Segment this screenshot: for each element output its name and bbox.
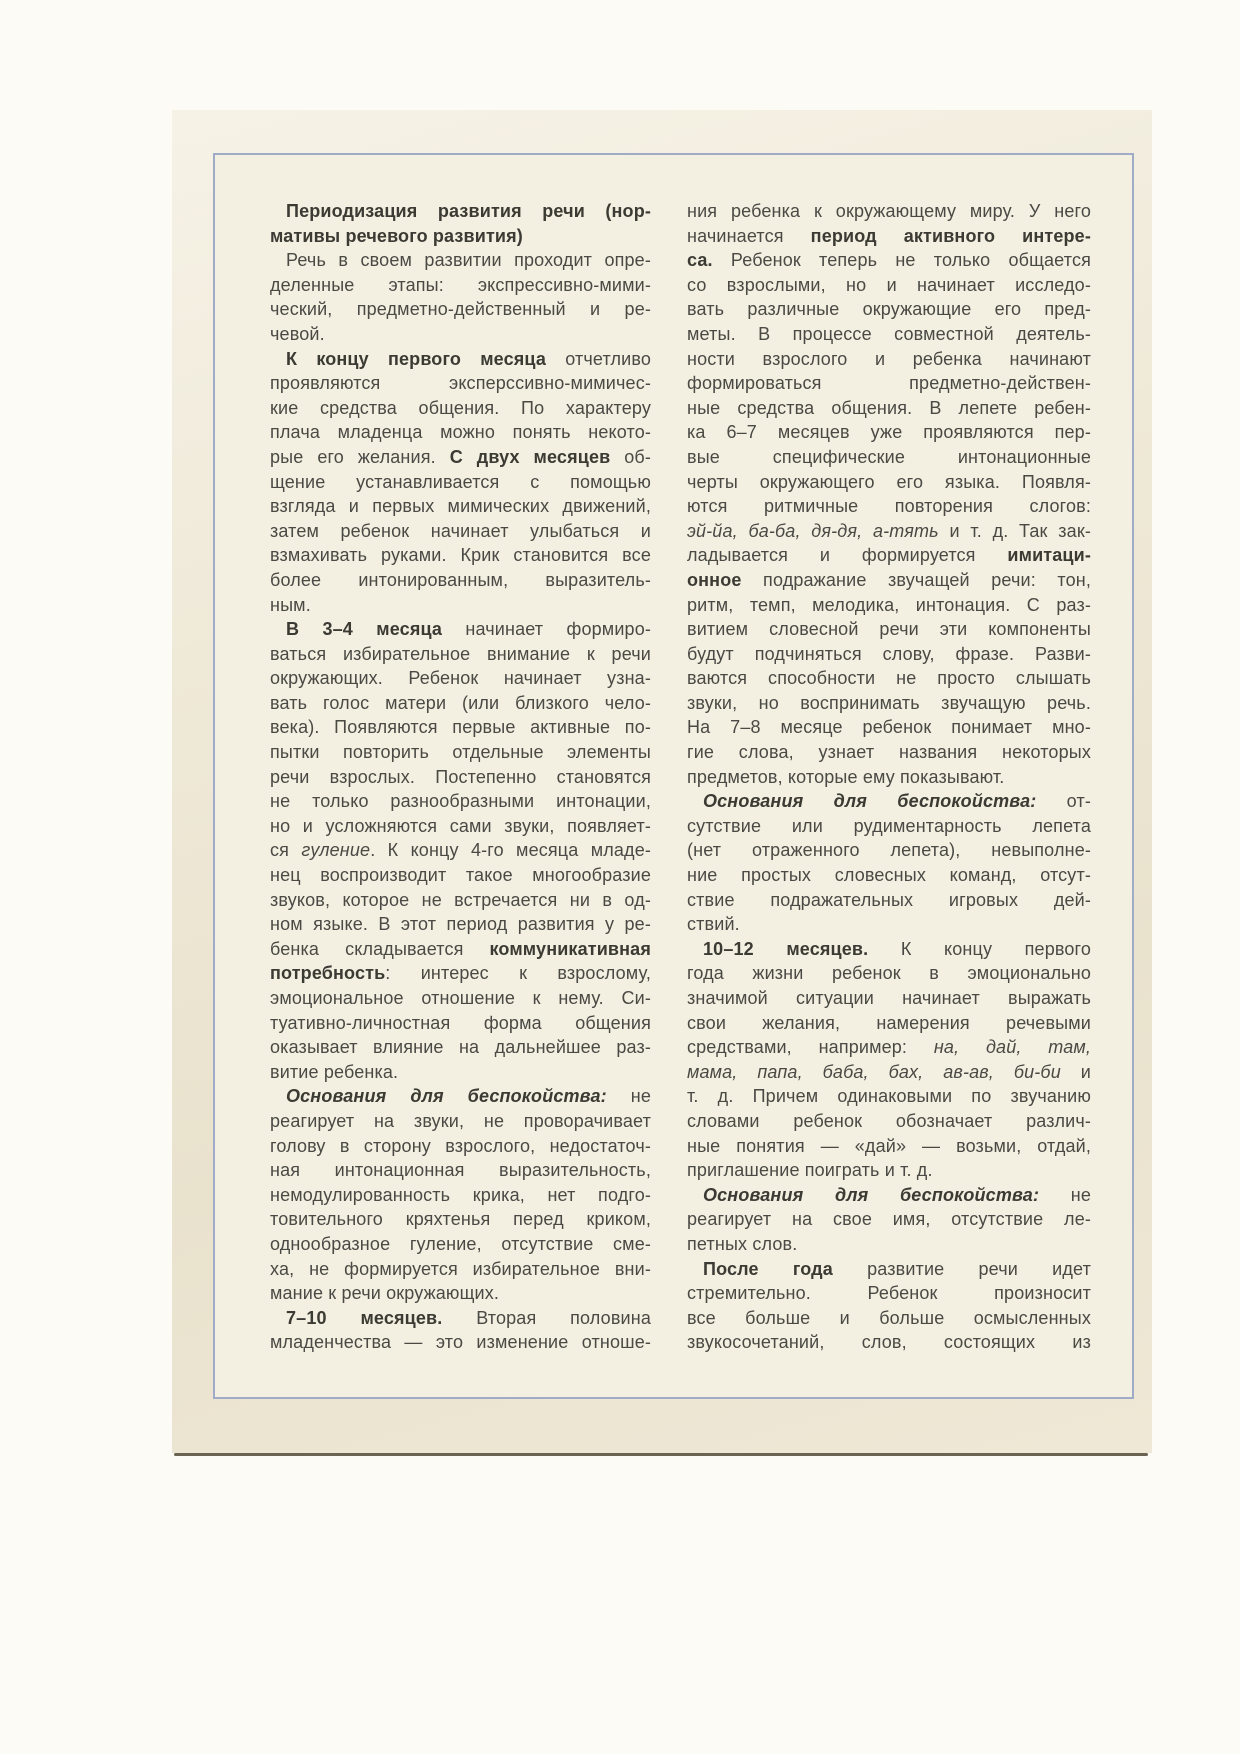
text-run: звуки, но воспринимать звучащую речь. bbox=[687, 692, 1091, 713]
text-run: затем ребенок начинает улыбаться и bbox=[270, 520, 651, 541]
text-line bbox=[270, 1306, 651, 1331]
text-run: средствами, например: bbox=[687, 1037, 934, 1058]
text-line bbox=[270, 1232, 651, 1257]
text-line bbox=[687, 1035, 1091, 1060]
text-run: ческий, предметно-действенный и ре- bbox=[270, 299, 651, 320]
text-run: проявляются эксперссивно-мимичес- bbox=[270, 373, 651, 394]
text-run: но и усложняются сами звуки, появляет- bbox=[270, 815, 651, 836]
text-line bbox=[270, 1281, 651, 1306]
emphasized-text-run: са. bbox=[687, 250, 713, 271]
text-line bbox=[687, 617, 1091, 642]
text-run: со взрослыми, но и начинает исследо- bbox=[687, 274, 1091, 295]
text-run: ваться избирательное внимание к речи bbox=[270, 643, 651, 664]
text-run: формироваться предметно-действен- bbox=[687, 373, 1091, 394]
text-line bbox=[270, 740, 651, 765]
emphasized-text-run: Периодизация развития речи (нор- bbox=[286, 201, 651, 221]
text-run: века). Появляются первые активные по- bbox=[270, 717, 651, 738]
text-line bbox=[687, 765, 1091, 790]
text-line bbox=[687, 445, 1091, 470]
text-line bbox=[270, 1109, 651, 1134]
emphasized-text-run: Основания для беспокойства: bbox=[703, 791, 1037, 812]
text-line bbox=[687, 297, 1091, 322]
text-run: Речь в своем развитии проходит опре- bbox=[286, 250, 651, 271]
text-line bbox=[687, 1011, 1091, 1036]
text-line bbox=[687, 961, 1091, 986]
text-line bbox=[270, 371, 651, 396]
text-run: словами ребенок обозначает различ- bbox=[687, 1110, 1091, 1131]
text-run: реагирует на звуки, не проворачивает bbox=[270, 1110, 651, 1131]
text-line bbox=[270, 1158, 651, 1183]
text-run: Вторая половина bbox=[442, 1307, 651, 1328]
emphasized-text-run: С двух месяцев bbox=[449, 446, 611, 467]
text-run: ном языке. В этот период развития у ре- bbox=[270, 914, 651, 935]
text-line bbox=[687, 1232, 1091, 1257]
text-run: щение устанавливается с помощью bbox=[270, 471, 651, 492]
emphasized-text-run: на, дай, там, bbox=[933, 1037, 1091, 1058]
text-run: деленные этапы: экспрессивно-мими- bbox=[270, 274, 651, 295]
emphasized-text-run: потребность bbox=[270, 963, 386, 984]
article-border-box bbox=[213, 153, 1134, 1399]
text-line bbox=[270, 912, 651, 937]
text-line bbox=[687, 937, 1091, 962]
text-line bbox=[687, 814, 1091, 839]
text-run: не bbox=[1039, 1184, 1091, 1205]
text-line bbox=[270, 1183, 651, 1208]
text-run: приглашение поиграть и т. д. bbox=[687, 1160, 933, 1181]
text-line bbox=[270, 347, 651, 372]
emphasized-text-run: Основания для беспокойства: bbox=[286, 1086, 607, 1107]
text-run: окружающих. Ребенок начинает узна- bbox=[270, 668, 651, 689]
text-line bbox=[687, 568, 1091, 593]
text-line bbox=[687, 248, 1091, 273]
text-run: ния ребенка к окружающему миру. У него bbox=[687, 201, 1091, 221]
text-run: бенка складывается bbox=[270, 938, 490, 959]
text-line bbox=[687, 1183, 1091, 1208]
text-run: начинает формиро- bbox=[442, 619, 651, 640]
text-line bbox=[687, 420, 1091, 445]
text-run: ние простых словесных команд, отсут- bbox=[687, 865, 1091, 886]
text-run: нец воспроизводит такое многообразие bbox=[270, 865, 651, 886]
text-run: не только разнообразными интонации, bbox=[270, 791, 651, 812]
text-line bbox=[687, 863, 1091, 888]
text-run: года жизни ребенок в эмоционально bbox=[687, 963, 1091, 984]
text-run: свои желания, намерения речевыми bbox=[687, 1012, 1091, 1033]
text-run: подражание звучащей речи: тон, bbox=[741, 569, 1091, 590]
text-line bbox=[270, 814, 651, 839]
text-line bbox=[270, 937, 651, 962]
text-line bbox=[687, 1330, 1091, 1355]
text-run: пытки повторить отдельные элементы bbox=[270, 742, 651, 763]
text-line bbox=[687, 888, 1091, 913]
text-run: значимой ситуации начинает выражать bbox=[687, 988, 1091, 1008]
text-line bbox=[270, 1207, 651, 1232]
text-line bbox=[270, 888, 651, 913]
text-run: взгляда и первых мимических движений, bbox=[270, 496, 651, 517]
text-run: мание к речи окружающих. bbox=[270, 1283, 500, 1304]
text-run: чевой. bbox=[270, 323, 325, 344]
text-line bbox=[687, 396, 1091, 421]
text-run: реагирует на свое имя, отсутствие ле- bbox=[687, 1209, 1091, 1230]
text-line bbox=[687, 593, 1091, 618]
article-content bbox=[270, 199, 1091, 1355]
text-line bbox=[687, 1109, 1091, 1134]
text-line bbox=[270, 494, 651, 519]
text-run: звукосочетаний, слов, состоящих из bbox=[687, 1332, 1091, 1353]
text-line bbox=[270, 445, 651, 470]
text-run: вать различные окружающие его пред- bbox=[687, 299, 1091, 320]
text-run: ха, не формируется избирательное вни- bbox=[270, 1258, 651, 1279]
text-line bbox=[687, 1281, 1091, 1306]
left-column bbox=[270, 199, 651, 1355]
text-line bbox=[687, 838, 1091, 863]
text-line bbox=[270, 568, 651, 593]
text-run: плача младенца можно понять некото- bbox=[270, 422, 651, 443]
text-line bbox=[270, 1011, 651, 1036]
emphasized-text-run: После года bbox=[703, 1258, 833, 1279]
text-line bbox=[687, 1306, 1091, 1331]
text-line bbox=[687, 347, 1091, 372]
text-line bbox=[270, 617, 651, 642]
emphasized-text-run: мативы речевого развития) bbox=[270, 225, 523, 246]
text-run: ности взрослого и ребенка начинают bbox=[687, 348, 1091, 369]
emphasized-text-run: Основания для беспокойства: bbox=[703, 1184, 1040, 1205]
text-run: от- bbox=[1036, 791, 1091, 812]
text-line bbox=[687, 642, 1091, 667]
text-run: витие ребенка. bbox=[270, 1061, 399, 1082]
text-line bbox=[270, 543, 651, 568]
text-run: эмоциональное отношение к нему. Си- bbox=[270, 988, 651, 1008]
text-line bbox=[687, 1060, 1091, 1085]
text-line bbox=[687, 912, 1091, 937]
text-line bbox=[270, 1330, 651, 1355]
text-run: ся bbox=[270, 840, 302, 861]
text-run: вые специфические интонационные bbox=[687, 446, 1091, 467]
text-run: оказывает влияние на дальнейшее раз- bbox=[270, 1037, 651, 1058]
text-run: однообразное гуление, отсутствие сме- bbox=[270, 1233, 651, 1254]
text-run: Ребенок теперь не только общается bbox=[712, 250, 1091, 271]
text-line bbox=[270, 715, 651, 740]
text-line bbox=[687, 322, 1091, 347]
emphasized-text-run: период активного интере- bbox=[810, 225, 1091, 246]
text-line bbox=[270, 666, 651, 691]
text-line bbox=[687, 1134, 1091, 1159]
text-run: т. д. Причем одинаковыми по звучанию bbox=[687, 1086, 1091, 1107]
text-line bbox=[270, 1035, 651, 1060]
text-line bbox=[270, 642, 651, 667]
text-run: ные средства общения. В лепете ребен- bbox=[687, 397, 1091, 418]
text-line bbox=[270, 593, 651, 618]
scanned-page bbox=[172, 110, 1152, 1453]
text-line bbox=[687, 494, 1091, 519]
text-line bbox=[687, 740, 1091, 765]
text-run: и т. д. Так зак- bbox=[938, 520, 1091, 541]
emphasized-text-run: К концу первого месяца bbox=[286, 348, 547, 369]
text-run: ным. bbox=[270, 594, 311, 615]
emphasized-text-run: онное bbox=[687, 569, 742, 590]
text-run: отчетливо bbox=[546, 348, 651, 369]
text-run: туативно-личностная форма общения bbox=[270, 1012, 651, 1033]
text-line bbox=[687, 789, 1091, 814]
text-line bbox=[270, 273, 651, 298]
text-line bbox=[687, 519, 1091, 544]
text-run: стремительно. Ребенок произносит bbox=[687, 1283, 1091, 1304]
text-run: черты окружающего его языка. Появля- bbox=[687, 471, 1091, 492]
text-line bbox=[687, 691, 1091, 716]
emphasized-text-run: мама, папа, баба, бах, ав-ав, би-би bbox=[687, 1061, 1061, 1082]
text-run: развитие речи идет bbox=[832, 1258, 1091, 1279]
article-title-line bbox=[270, 199, 651, 224]
text-line bbox=[687, 224, 1091, 249]
emphasized-text-run: гуление bbox=[301, 840, 371, 861]
article-title-line bbox=[270, 224, 651, 249]
text-line bbox=[270, 961, 651, 986]
text-line bbox=[270, 396, 651, 421]
text-line bbox=[687, 273, 1091, 298]
text-run: ные понятия — «дай» — возьми, отдай, bbox=[687, 1135, 1091, 1156]
text-run: предметов, которые ему показывают. bbox=[687, 766, 1005, 787]
text-line bbox=[687, 715, 1091, 740]
text-line bbox=[270, 765, 651, 790]
text-run: все больше и больше осмысленных bbox=[687, 1307, 1091, 1328]
text-run: сутствие или рудиментарность лепета bbox=[687, 815, 1091, 836]
text-run: будут подчиняться слову, фразе. Разви- bbox=[687, 643, 1091, 664]
emphasized-text-run: имитаци- bbox=[1007, 545, 1091, 566]
text-line bbox=[270, 322, 651, 347]
text-run: ладывается и формируется bbox=[687, 545, 1008, 566]
text-run: ная интонационная выразительность, bbox=[270, 1160, 651, 1181]
text-run: об- bbox=[610, 446, 651, 467]
text-line bbox=[270, 838, 651, 863]
emphasized-text-run: 10–12 месяцев. bbox=[703, 938, 869, 959]
text-line bbox=[270, 691, 651, 716]
text-line bbox=[270, 1060, 651, 1085]
emphasized-text-run: коммуникативная bbox=[489, 938, 651, 959]
text-run: вать голос матери (или близкого чело- bbox=[270, 692, 651, 713]
text-run: ваются способности не просто слышать bbox=[687, 668, 1091, 689]
text-line bbox=[687, 1158, 1091, 1183]
text-line bbox=[687, 1207, 1091, 1232]
text-line bbox=[270, 1257, 651, 1282]
text-run: звуков, которое не встречается ни в од- bbox=[270, 889, 651, 910]
right-column bbox=[687, 199, 1091, 1355]
text-run: начинается bbox=[687, 225, 811, 246]
text-run: витием словесной речи эти компоненты bbox=[687, 619, 1091, 640]
text-run: К концу первого bbox=[868, 938, 1092, 959]
text-line bbox=[687, 666, 1091, 691]
text-run: речи взрослых. Постепенно становятся bbox=[270, 766, 651, 787]
text-run: младенчества — это изменение отноше- bbox=[270, 1332, 651, 1353]
text-run: ритм, темп, мелодика, интонация. С раз- bbox=[687, 594, 1091, 615]
emphasized-text-run: 7–10 месяцев. bbox=[286, 1307, 443, 1328]
text-line bbox=[687, 1257, 1091, 1282]
text-line bbox=[687, 1084, 1091, 1109]
text-run: ка 6–7 месяцев уже проявляются пер- bbox=[687, 422, 1091, 443]
emphasized-text-run: эй-йа, ба-ба, дя-дя, а-тять bbox=[687, 520, 939, 541]
text-run: рые его желания. bbox=[270, 446, 450, 467]
text-line bbox=[270, 986, 651, 1011]
text-line bbox=[687, 986, 1091, 1011]
text-run: не bbox=[606, 1086, 651, 1107]
text-run: ются ритмичные повторения слогов: bbox=[687, 496, 1091, 517]
text-run: : интерес к взрослому, bbox=[385, 963, 651, 984]
text-run: и bbox=[1060, 1061, 1091, 1082]
text-line bbox=[270, 519, 651, 544]
text-run: меты. В процессе совместной деятель- bbox=[687, 323, 1091, 344]
text-line bbox=[687, 543, 1091, 568]
emphasized-text-run: В 3–4 месяца bbox=[286, 619, 443, 640]
text-run: более интонированным, выразитель- bbox=[270, 569, 651, 590]
text-run: ствий. bbox=[687, 914, 740, 935]
text-line bbox=[270, 863, 651, 888]
text-line bbox=[270, 1084, 651, 1109]
text-run: петных слов. bbox=[687, 1233, 798, 1254]
text-line bbox=[687, 470, 1091, 495]
text-line bbox=[270, 1134, 651, 1159]
text-line bbox=[270, 297, 651, 322]
text-run: немодулированность крика, нет подго- bbox=[270, 1184, 651, 1205]
text-line bbox=[270, 789, 651, 814]
text-run: голову в сторону взрослого, недостаточ- bbox=[270, 1135, 651, 1156]
text-line bbox=[270, 248, 651, 273]
page-edge-shadow bbox=[174, 1453, 1148, 1456]
text-run: взмахивать руками. Крик становится все bbox=[270, 545, 651, 566]
text-line bbox=[687, 199, 1091, 224]
text-line bbox=[687, 371, 1091, 396]
text-run: На 7–8 месяце ребенок понимает мно- bbox=[687, 717, 1091, 738]
text-line bbox=[270, 470, 651, 495]
text-run: гие слова, узнает названия некоторых bbox=[687, 742, 1091, 763]
text-run: . К концу 4-го месяца младе- bbox=[370, 840, 651, 861]
text-run: кие средства общения. По характеру bbox=[270, 397, 651, 418]
text-run: товительного кряхтенья перед криком, bbox=[270, 1209, 651, 1230]
text-run: ствие подражательных игровых дей- bbox=[687, 889, 1091, 910]
text-line bbox=[270, 420, 651, 445]
text-run: (нет отраженного лепета), невыполне- bbox=[687, 840, 1091, 861]
